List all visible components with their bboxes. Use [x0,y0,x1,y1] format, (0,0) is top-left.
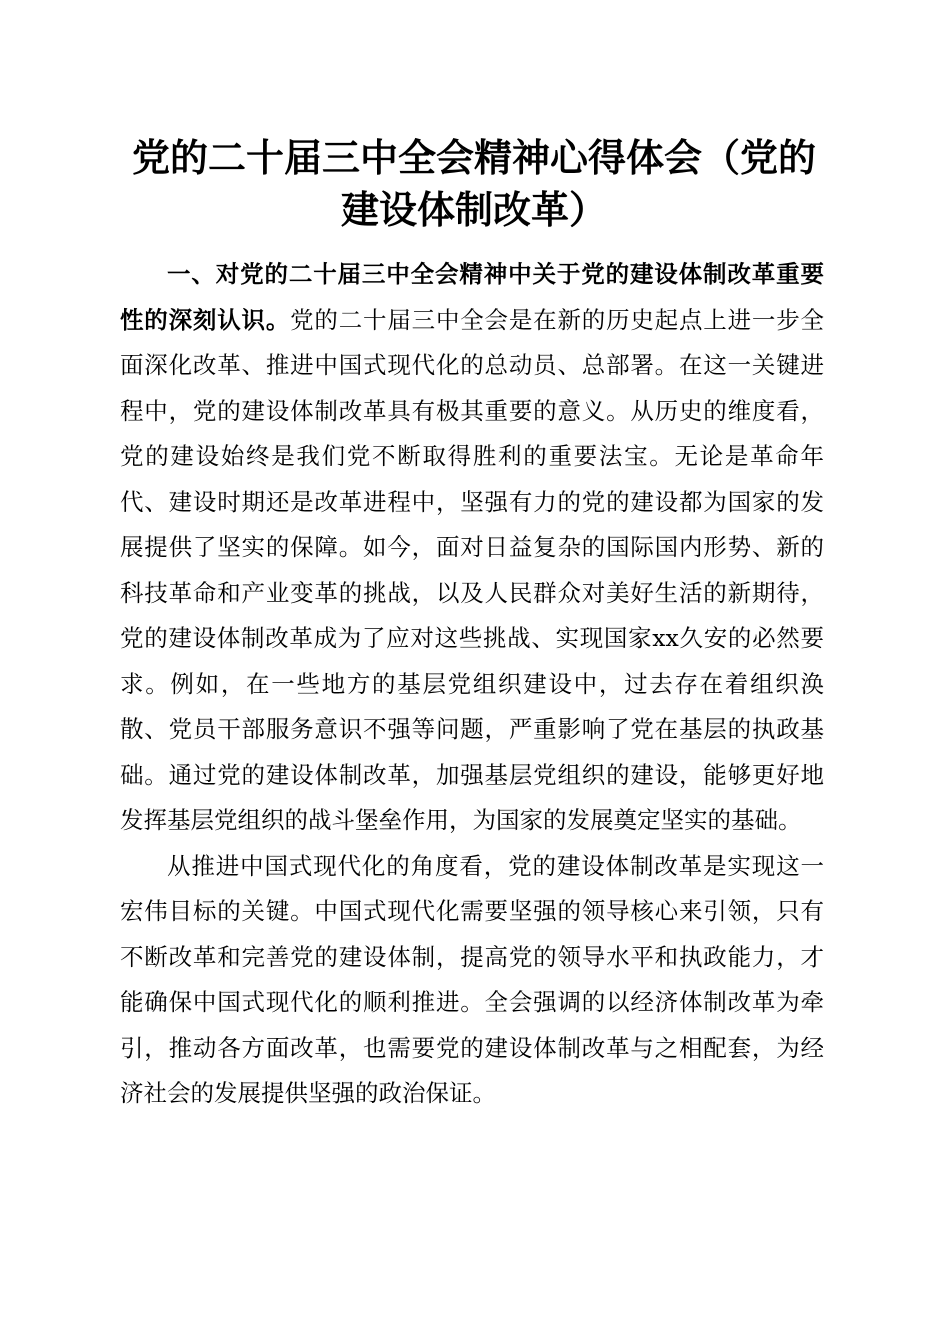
paragraph-1-text: 党的二十届三中全会是在新的历史起点上进一步全面深化改革、推进中国式现代化的总动员、总部署。在这一关键进程中，党的建设体制改革具有极其重要的意义。从历史的维度看，党的建设始终是我们党不断取得胜利的重要法宝。无论是革命年代、建设时期还是改革进程中，坚强有力的党的建设都为国家的发展提供了坚实的保障。如今，面对日益复杂的国际国内形势、新的科技革命和产业变革的挑战，以及人民群众对美好生活的新期待，党的建设体制改革成为了应对这些挑战、实现国家xx久安的必然要求。例如，在一些地方的基层党组织建设中，过去存在着组织涣散、党员干部服务意识不强等问题，严重影响了党在基层的执政基础。通过党的建设体制改革，加强基层党组织的建设，能够更好地发挥基层党组织的战斗堡垒作用，为国家的发展奠定坚实的基础。 [120,305,824,834]
document-title: 党的二十届三中全会精神心得体会（党的建设体制改革） [131,135,816,232]
document-body [120,252,824,1117]
paragraph-2-text: 从推进中国式现代化的角度看，党的建设体制改革是实现这一宏伟目标的关键。中国式现代化需要坚强的领导核心来引领，只有不断改革和完善党的建设体制，提高党的领导水平和执政能力，才能确保中国式现代化的顺利推进。全会强调的以经济体制改革为牵引，推动各方面改革，也需要党的建设体制改革与之相配套，为经济社会的发展提供坚强的政治保证。 [120,851,824,1107]
section-heading: 一、对党的二十届三中全会精神中关于党的建设体制改革重要性的深刻认识。 [120,260,824,334]
paragraph-2 [120,844,824,1117]
paragraph-1 [120,252,824,844]
